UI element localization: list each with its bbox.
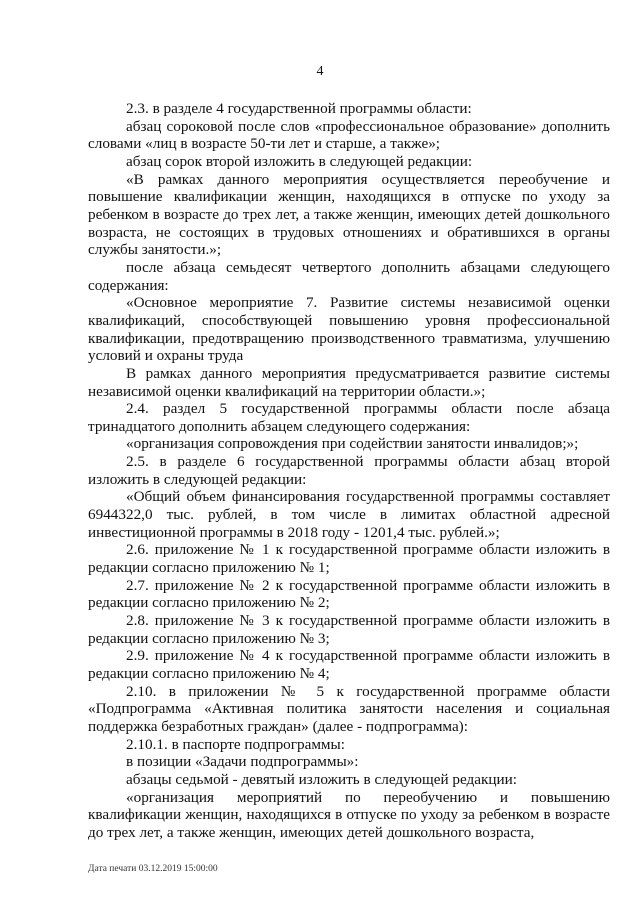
- paragraph: 2.10. в приложении № 5 к государственной программе области «Подпрограмма «Активная политика занятости населения и социальная поддержка безработных граждан» (далее - подпрограмма):: [88, 682, 610, 735]
- paragraph: 2.4. раздел 5 государственной программы области после абзаца тринадцатого дополнить абзацем следующего содержания:: [88, 400, 610, 435]
- paragraph: «Общий объем финансирования государственной программы составляет 6944322,0 тыс. рублей, в том числе в лимитах областной адресной инвестиционной программы в 2018 году - 1201,4 тыс. рублей.»;: [88, 488, 610, 541]
- paragraph: «В рамках данного мероприятия осуществляется переобучение и повышение квалификации женщин, находящихся в отпуске по уходу за ребенком в возрасте до трех лет, а также женщин, имеющих детей дошкольного возраста, не состоящих в трудовых отношениях и обратившихся в органы службы занятости.»;: [88, 170, 610, 259]
- paragraph: абзац сорок второй изложить в следующей редакции:: [126, 152, 473, 170]
- paragraph: 2.5. в разделе 6 государственной программы области абзац второй изложить в следующей редакции:: [88, 453, 610, 488]
- paragraph: абзацы седьмой - девятый изложить в следующей редакции:: [126, 770, 517, 788]
- document-body: [88, 100, 610, 842]
- paragraph: абзац сороковой после слов «профессиональное образование» дополнить словами «лиц в возрасте 50-ти лет и старше, а также»;: [88, 117, 610, 153]
- paragraph: 2.8. приложение № 3 к государственной программе области изложить в редакции согласно приложению № 3;: [88, 612, 610, 647]
- paragraph: после абзаца семьдесят четвертого дополнить абзацами следующего содержания:: [88, 258, 610, 294]
- paragraph: «организация сопровождения при содействии занятости инвалидов;»;: [126, 435, 579, 453]
- print-date-footer: Дата печати 03.12.2019 15:00:00: [88, 864, 218, 874]
- paragraph: 2.10.1. в паспорте подпрограммы:: [126, 735, 345, 753]
- paragraph: в позиции «Задачи подпрограммы»:: [126, 753, 359, 771]
- paragraph: «организация мероприятий по переобучению и повышению квалификации женщин, находящихся в отпуске по уходу за ребенком в возрасте до трех лет, а также женщин, имеющих детей дошкольного возраста,: [88, 788, 610, 841]
- paragraph: В рамках данного мероприятия предусматривается развитие системы независимой оценки квалификаций на территории области.»;: [88, 364, 610, 400]
- paragraph: 2.7. приложение № 2 к государственной программе области изложить в редакции согласно приложению № 2;: [88, 576, 610, 612]
- paragraph: 2.3. в разделе 4 государственной программы области:: [126, 100, 472, 117]
- paragraph: 2.6. приложение № 1 к государственной программе области изложить в редакции согласно приложению № 1;: [88, 541, 610, 577]
- paragraph: 2.9. приложение № 4 к государственной программе области изложить в редакции согласно приложению № 4;: [88, 647, 610, 682]
- page-number: 4: [316, 64, 324, 79]
- paragraph: «Основное мероприятие 7. Развитие системы независимой оценки квалификаций, способствующей повышению уровня профессиональной квалификации, предотвращению производственного травматизма, улучшению условий и охраны труда: [88, 294, 610, 365]
